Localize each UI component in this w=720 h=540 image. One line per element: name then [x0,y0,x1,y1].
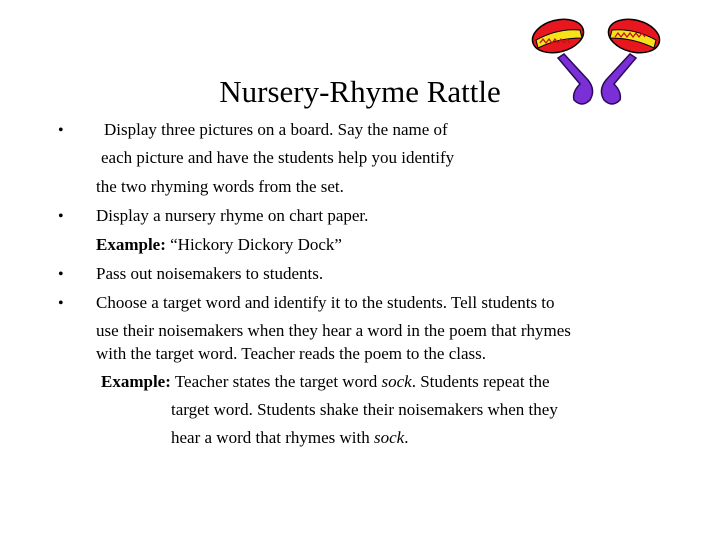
bullet-4-line-1: Choose a target word and identify it to the students. Tell students to [96,293,555,312]
bullet-3-line-1: Pass out noisemakers to students. [96,264,324,283]
bullet-marker: • [58,266,64,283]
bullet-4-example-line-2: target word. Students shake their noisemakers when they [171,400,558,419]
slide-title: Nursery-Rhyme Rattle [219,74,501,109]
bullet-marker: • [58,295,64,312]
target-word: sock [381,372,412,391]
example-text: . Students repeat the [411,372,550,391]
bullet-4-example-line-1 [101,370,550,394]
bullet-4-line-2: use their noisemakers when they hear a word in the poem that rhymes [96,321,571,340]
maracas-icon [528,16,664,108]
bullet-2-example [96,233,342,257]
example-text: hear a word that rhymes with [171,428,374,447]
bullet-4-line-3: with the target word. Teacher reads the poem to the class. [96,344,486,363]
example-text: Teacher states the target word [170,372,382,391]
target-word: sock [374,428,405,447]
bullet-1-line-1: Display three pictures on a board. Say the name of [104,120,448,139]
example-label: Example: [96,235,166,254]
example-text: “Hickory Dickory Dock” [165,235,342,254]
example-label: Example: [101,372,171,391]
example-text: . [404,428,409,447]
bullet-1-line-3: the two rhyming words from the set. [96,177,344,196]
bullet-1-line-2: each picture and have the students help you identify [101,148,455,167]
bullet-2-line-1: Display a nursery rhyme on chart paper. [96,206,369,225]
bullet-4-example-line-3 [171,426,408,450]
bullet-marker: • [58,208,64,225]
bullet-marker: • [58,122,64,139]
